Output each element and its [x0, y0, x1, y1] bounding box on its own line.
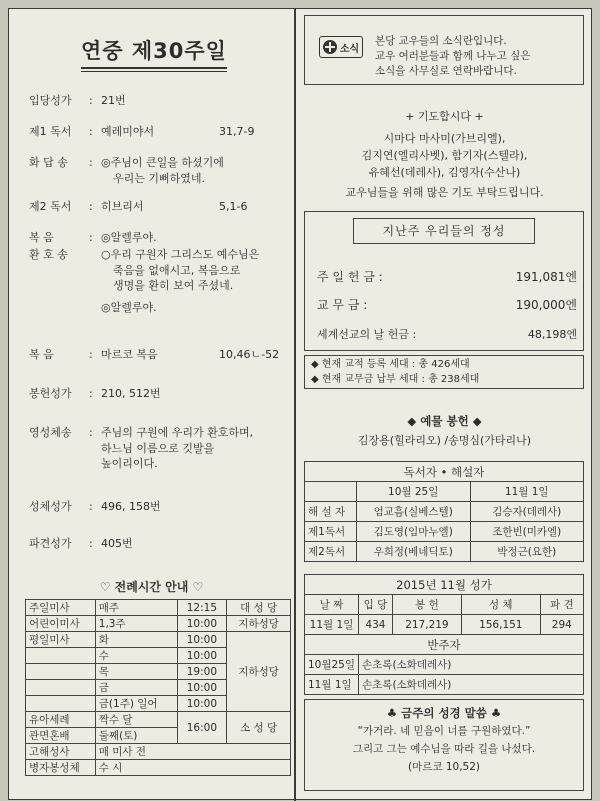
schedule-cell: 대 성 당	[227, 600, 291, 616]
entry-reference: 5,1-6	[219, 200, 248, 213]
prayer-names	[296, 130, 593, 181]
schedule-cell: 10:00	[177, 616, 227, 632]
entry-reference: 10,46ㄴ-52	[219, 348, 280, 361]
hymns-header: 성 체	[461, 595, 540, 615]
readers-title: 독서자 • 해설자	[305, 462, 584, 482]
schedule-cell: 10:00	[177, 632, 227, 648]
entry-label: 복 음	[29, 348, 54, 361]
readers-name: 김도영(임마누엘)	[356, 522, 470, 542]
schedule-cell: 금(1주) 일어	[95, 696, 177, 712]
schedule-title: ♡ 전례시간 안내 ♡	[99, 580, 204, 594]
prayer-name-line: 유혜선(데레사), 김영자(수산나)	[368, 166, 521, 179]
readers-name: 김승자(데레사)	[470, 502, 584, 522]
news-logo	[319, 36, 363, 58]
schedule-cell: 수 시	[95, 760, 290, 776]
table-row	[26, 616, 291, 632]
entry-value: 주님의 구원에 우리가 환호하며,	[101, 426, 254, 439]
schedule-cell: 둘째(토)	[95, 728, 177, 744]
table-row	[26, 600, 291, 616]
offering-box	[304, 211, 584, 351]
entry-value: 405번	[101, 537, 133, 550]
offering-value: 191,081엔	[515, 270, 577, 284]
prayer-name-line: 김지연(엘리사벳), 함기자(스텔라),	[361, 149, 528, 162]
schedule-cell: 16:00	[177, 712, 227, 744]
table-row	[305, 575, 584, 595]
readers-table	[304, 461, 584, 562]
offering-label: 주 일 헌 금 :	[317, 270, 383, 284]
schedule-cell: 19:00	[177, 664, 227, 680]
schedule-cell: 매 미사 전	[95, 744, 290, 760]
accompanist-title: 반주자	[305, 635, 584, 655]
schedule-cell: 10:00	[177, 680, 227, 696]
news-line: 교우 여러분들과 함께 나누고 싶은	[375, 50, 531, 62]
table-row	[305, 635, 584, 655]
table-row	[305, 675, 584, 695]
entry-label: 제2 독서	[29, 200, 72, 213]
schedule-cell: 유아세례	[26, 712, 96, 728]
entry-value: 21번	[101, 94, 126, 107]
entry-reference: 31,7-9	[219, 125, 255, 138]
offering-label: 교 무 금 :	[317, 298, 368, 312]
entry-value: 죽음을 없애시고, 복음으로	[113, 263, 241, 277]
registration-line: ◆ 현재 교무금 납부 세대 : 총 238세대	[311, 374, 480, 385]
hymns-cell: 217,219	[392, 615, 461, 635]
prayer-heading: + 기도합시다 +	[405, 110, 484, 123]
table-row	[305, 482, 584, 502]
hymns-title: 2015년 11월 성가	[305, 575, 584, 595]
prayer-footer: 교우님들을 위해 많은 기도 부탁드립니다.	[345, 186, 544, 199]
table-row	[26, 712, 291, 728]
schedule-cell: 10:00	[177, 696, 227, 712]
table-row	[305, 462, 584, 482]
entry-label: 영성체송	[29, 426, 72, 439]
table-row	[305, 542, 584, 562]
prayer-name-line: 시마다 마사미(가브리엘),	[383, 132, 506, 145]
offering-value: 48,198엔	[527, 328, 577, 341]
offering-title: 지난주 우리들의 정성	[353, 218, 535, 244]
entry-value: 높이리이다.	[101, 457, 158, 470]
entry-label: 환 호 송	[29, 248, 68, 261]
hymns-cell: 294	[540, 615, 583, 635]
schedule-cell: 주일미사	[26, 600, 96, 616]
entry-label: 입당성가	[29, 94, 72, 107]
table-row	[305, 522, 584, 542]
news-line: 소식을 사무실로 연락바랍니다.	[375, 65, 517, 77]
entry-value: 마르코 복음	[101, 348, 158, 361]
bulletin-page	[8, 8, 592, 800]
hymns-header: 봉 헌	[392, 595, 461, 615]
readers-date: 10월 25일	[356, 482, 470, 502]
entry-value: ◎알렐루야.	[101, 300, 157, 314]
entry-value: 496, 158번	[101, 500, 161, 513]
accompanist-name: 손초록(소화데레사)	[359, 655, 584, 675]
registration-box	[304, 355, 584, 389]
left-column: 연중 제30주일 입당성가 : 21번 제1 독서 : 예레미야서 31,7-9 화 답 송 : ◎주님이 큰일을 하셨기에 우리는 기뻐하였네. 제2 독서 : 히브리서 5,1-6 복 음 : ◎알렐루야. 환 호 송 ○우리 구원자 그리스도 예수님은 죽음을 없애시고, 복음으로 생명을 환히 보여 주셨네. ◎알렐루야. 복 음 : 마르코 복음 10,46ㄴ-52 봉헌성가 : 210, 512번 영성체송 : 주님의 구원에 우리가 환호하며, 하느님 이름으로 깃발을 높이리이다. 성체성가 : 496, 158번 파견성가 : 405번 ♡ 전례시간 안내 ♡ 주일미사 매주 12:15 대 성 당 어린이미사 1,3주 10:00 지하성당 평일미사 화 10:00 지하성당 수 10:00 목 19:00 금 10:00 금(1주) 일어 10:00 유아세례 짝수 달 16:00 소 성 당 관면혼배 둘째(토) 고해성사 매 미사 전 병자봉성체 수 시	[9, 9, 294, 801]
table-row	[26, 744, 291, 760]
hymns-header: 입 당	[359, 595, 393, 615]
readers-name: 박정근(요한)	[470, 542, 584, 562]
news-logo-text: 소식	[339, 43, 360, 55]
schedule-cell: 10:00	[177, 648, 227, 664]
entry-value: ◎주님이 큰일을 하셨기에	[101, 156, 224, 169]
schedule-cell: 관면혼배	[26, 728, 96, 744]
schedule-cell: 금	[95, 680, 177, 696]
schedule-cell: 지하성당	[227, 632, 291, 712]
schedule-cell: 평일미사	[26, 632, 96, 648]
entry-label: 봉헌성가	[29, 387, 72, 400]
schedule-cell: 수	[95, 648, 177, 664]
entry-value: ○우리 구원자 그리스도 예수님은	[101, 248, 260, 261]
schedule-cell: 짝수 달	[95, 712, 177, 728]
entry-label: 제1 독서	[29, 125, 72, 138]
entry-label: 화 답 송	[29, 156, 68, 169]
schedule-cell: 1,3주	[95, 616, 177, 632]
readers-role: 제2독서	[305, 542, 357, 562]
gift-names: 김장용(힐라리오) /송명심(가타리나)	[357, 434, 532, 447]
readers-role: 해 설 자	[305, 502, 357, 522]
table-row	[305, 595, 584, 615]
schedule-cell: 지하성당	[227, 616, 291, 632]
schedule-cell	[26, 648, 96, 664]
verse-box	[304, 699, 584, 791]
table-row	[305, 502, 584, 522]
right-column	[296, 9, 593, 801]
readers-role: 제1독서	[305, 522, 357, 542]
entry-value: 하느님 이름으로 깃발을	[101, 441, 215, 455]
schedule-cell: 병자봉성체	[26, 760, 96, 776]
schedule-cell: 매주	[95, 600, 177, 616]
readers-date: 11월 1일	[470, 482, 584, 502]
schedule-cell: 화	[95, 632, 177, 648]
table-row	[26, 760, 291, 776]
readers-name: 조한빈(미카엘)	[470, 522, 584, 542]
accompanist-date: 10월25일	[305, 655, 359, 675]
schedule-cell: 고해성사	[26, 744, 96, 760]
verse-heading: ♣ 금주의 성경 말씀 ♣	[386, 706, 502, 720]
gift-heading: ◆ 예물 봉헌 ◆	[407, 414, 482, 428]
verse-line: 그리고 그는 예수님을 따라 길을 나섰다.	[352, 743, 536, 755]
schedule-cell: 소 성 당	[227, 712, 291, 744]
hymns-cell: 156,151	[461, 615, 540, 635]
table-row	[26, 632, 291, 648]
verse-line: “가거라. 네 믿음이 너를 구원하였다.”	[357, 725, 531, 737]
hymns-table	[304, 574, 584, 695]
news-line: 본당 교우들의 소식란입니다.	[375, 35, 507, 47]
readers-name: 우희정(베네딕토)	[356, 542, 470, 562]
page-title: 연중 제30주일	[81, 35, 227, 69]
news-text	[375, 34, 530, 79]
schedule-table	[25, 599, 291, 776]
entry-label: 성체성가	[29, 500, 72, 513]
accompanist-date: 11월 1일	[305, 675, 359, 695]
schedule-cell	[26, 664, 96, 680]
entry-value: 210, 512번	[101, 387, 161, 400]
entry-value: ◎알렐루야.	[101, 231, 157, 244]
hymns-header: 날 짜	[305, 595, 359, 615]
hymns-header: 파 견	[540, 595, 583, 615]
table-row	[305, 615, 584, 635]
hymns-cell: 434	[359, 615, 393, 635]
verse-line: (마르코 10,52)	[407, 761, 481, 773]
entry-label: 복 음	[29, 231, 54, 244]
entry-label: 파견성가	[29, 537, 72, 550]
hymns-cell: 11월 1일	[305, 615, 359, 635]
entry-value: 히브리서	[101, 200, 144, 213]
registration-line: ◆ 현재 교적 등록 세대 : 총 426세대	[311, 359, 470, 370]
readers-name: 엄교흠(실베스텔)	[356, 502, 470, 522]
accompanist-name: 손초록(소화데레사)	[359, 675, 584, 695]
entry-value: 생명을 환히 보여 주셨네.	[113, 279, 234, 292]
offering-value: 190,000엔	[515, 298, 577, 312]
schedule-cell: 12:15	[177, 600, 227, 616]
offering-label: 세계선교의 날 헌금 :	[317, 328, 417, 341]
entry-value: 우리는 기뻐하였네.	[113, 171, 206, 185]
schedule-cell: 어린이미사	[26, 616, 96, 632]
cross-icon	[323, 40, 337, 54]
schedule-cell	[26, 680, 96, 696]
table-row	[305, 655, 584, 675]
schedule-cell	[26, 696, 96, 712]
news-box	[304, 15, 584, 85]
entry-value: 예레미야서	[101, 125, 155, 138]
schedule-cell: 목	[95, 664, 177, 680]
